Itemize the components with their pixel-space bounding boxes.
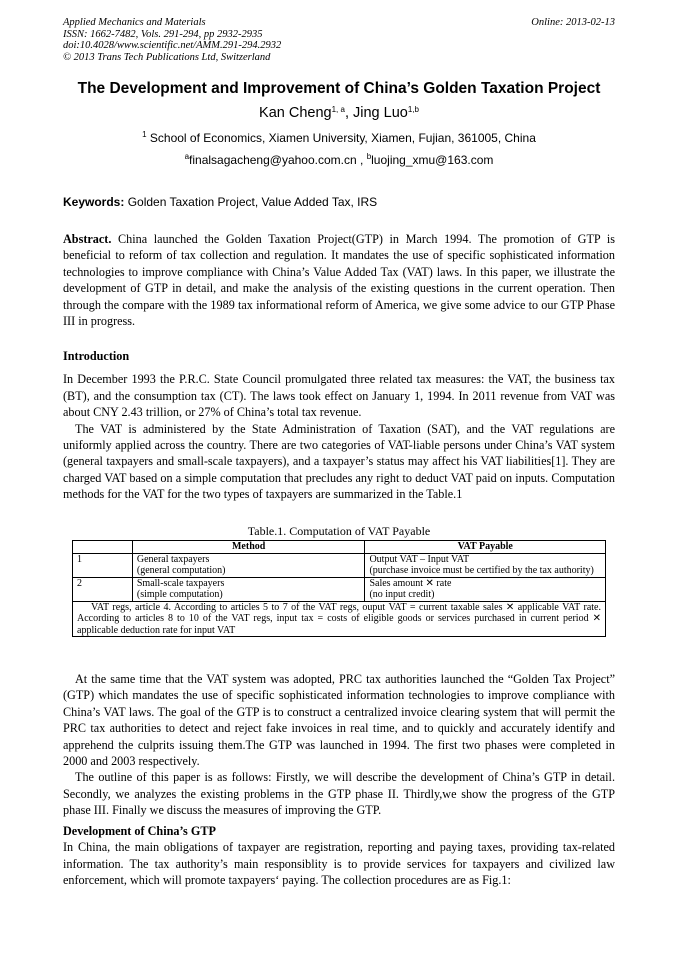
- abstract-label: Abstract.: [63, 232, 112, 246]
- cell-line: General taxpayers: [136, 553, 210, 565]
- cell-line: (purchase invoice must be certified by the tax authority): [369, 565, 594, 576]
- cell-line: Small-scale taxpayers: [136, 577, 225, 589]
- author-superscript: 1,b: [407, 105, 419, 114]
- affiliation: [40, 131, 638, 145]
- paragraph: The VAT is administered by the State Administration of Taxation (SAT), and the VAT regulations are uniformly applied across the country. There are two categories of VAT-liable persons under China’s VAT system (general taxpayers and small-scale taxpayers), and a taxpayer’s status may affect his VAT liabilities[1]. They are charged VAT based on a simple computation that precludes any right to deduct VAT paid on inputs. Computation methods for the VAT for the two types of taxpayers are summarized in the Table.1: [63, 421, 615, 502]
- introduction-section: [63, 348, 615, 503]
- journal-header: [63, 17, 615, 63]
- section-heading: Introduction: [63, 349, 130, 363]
- table-header-row: [73, 541, 606, 554]
- online-date: Online: 2013-02-13: [531, 17, 615, 28]
- affiliation-superscript: 1: [142, 130, 147, 139]
- section-heading: Development of China’s GTP: [63, 824, 216, 838]
- paragraph: In China, the main obligations of taxpayer are registration, reporting and paying taxes, providing tax-related information. The tax authority’s main responsiblity is to provide services for taxpayers and civilized law enforcement, which will promote taxpayers‘ paying. The collection procedures are as Fig.1:: [63, 840, 615, 888]
- table-note-row: [73, 601, 606, 637]
- table-cell: [365, 577, 606, 601]
- table-cell: [132, 577, 365, 601]
- table-header: [73, 541, 133, 554]
- author-name: Jing Luo: [353, 105, 408, 121]
- doi-line: doi:10.4028/www.scientific.net/AMM.291-294.2932: [63, 40, 282, 51]
- email-link[interactable]: luojing_xmu@163.com: [371, 153, 494, 167]
- email-superscript: a: [184, 152, 190, 161]
- paragraph: The outline of this paper is as follows: Firstly, we will describe the development of China’s GTP in detail. Secondly, we analyzes the existing problems in the GTP phase II. Thirdly,we show the progress of the GTP phase III. Finally we discuss the measures of improving the GTP.: [63, 770, 615, 818]
- email-link[interactable]: finalsagacheng@yahoo.com.cn: [189, 153, 357, 167]
- table-cell: 1: [73, 553, 133, 577]
- table-cell: [132, 553, 365, 577]
- table-cell: [365, 553, 606, 577]
- table-row: [73, 577, 606, 601]
- keywords-label: Keywords:: [63, 195, 125, 209]
- keywords-text: Golden Taxation Project, Value Added Tax, IRS: [124, 195, 378, 209]
- journal-name: Applied Mechanics and Materials: [63, 17, 206, 28]
- paragraph: At the same time that the VAT system was adopted, PRC tax authorities launched the “Golden Tax Project” (GTP) which mandates the use of specific sophisticated information technologies to improve compliance with China’s VAT laws. The goal of the GTP is to construct a centralized invoice clearing system that will permit the PRC tax authorities to detect and reject fake invoices in real time, and to quickly and accurately identify and apprehend the culprits issuing them.The GTP was launched in 1994. The first two phases were completed in 2000 and 2003 respectively.: [63, 672, 615, 769]
- table-cell: 2: [73, 577, 133, 601]
- table-note: VAT regs, article 4. According to articles 5 to 7 of the VAT regs, ouput VAT = current taxable sales ✕ applicable VAT rate. According to articles 8 to 10 of the VAT regs, input tax = costs of eligible goods or services purchased in current period ✕ applicable deduction rate for input VAT: [73, 601, 606, 637]
- vat-table: [72, 540, 606, 637]
- author-name: Kan Cheng: [259, 105, 332, 121]
- cell-line: Output VAT – Input VAT: [369, 553, 470, 565]
- body-section: [63, 671, 615, 819]
- table-caption: Table.1. Computation of VAT Payable: [247, 524, 431, 538]
- table-header: VAT Payable: [365, 541, 606, 554]
- cell-line: (simple computation): [136, 589, 223, 600]
- paragraph: In December 1993 the P.R.C. State Council promulgated three related tax measures: the VAT, the business tax (BT), and the consumption tax (CT). The laws took effect on January 1, 1994. In 2011 revenue from VAT was about CNY 2.43 trillion, or 27% of China’s total tax revenue.: [63, 372, 615, 420]
- cell-line: (no input credit): [369, 589, 435, 600]
- paper-title: The Development and Improvement of China’s Golden Taxation Project: [77, 80, 601, 97]
- email-separator: ,: [356, 153, 367, 167]
- author-line: [40, 105, 638, 121]
- abstract: [63, 231, 615, 329]
- development-section: [63, 823, 615, 889]
- cell-line: (general computation): [136, 565, 226, 576]
- email-line: [40, 153, 638, 167]
- author-separator: ,: [344, 105, 353, 121]
- keywords: [63, 195, 615, 209]
- affiliation-text: School of Economics, Xiamen University, Xiamen, Fujian, 361005, China: [146, 131, 536, 145]
- copyright-line: © 2013 Trans Tech Publications Ltd, Switzerland: [63, 51, 271, 63]
- abstract-text: China launched the Golden Taxation Project(GTP) in March 1994. The promotion of GTP is beneficial to reform of tax collection and regulation. It mandates the use of specific sophisticated information technologies to improve compliance with China’s Value Added Tax (VAT) laws. In this paper, we illustrate the development of GTP in detail, and make the analysis of the existing questions in the current operation. Then through the compare with the 1989 tax informational reform of America, we give some advice to our GTP Phase III in progress.: [63, 232, 615, 329]
- table-header: Method: [132, 541, 365, 554]
- issn-line: ISSN: 1662-7482, Vols. 291-294, pp 2932-2935: [63, 28, 263, 40]
- table-row: [73, 553, 606, 577]
- author-superscript: 1, a: [331, 105, 345, 114]
- cell-line: Sales amount ✕ rate: [369, 577, 452, 589]
- email-superscript: b: [366, 152, 372, 161]
